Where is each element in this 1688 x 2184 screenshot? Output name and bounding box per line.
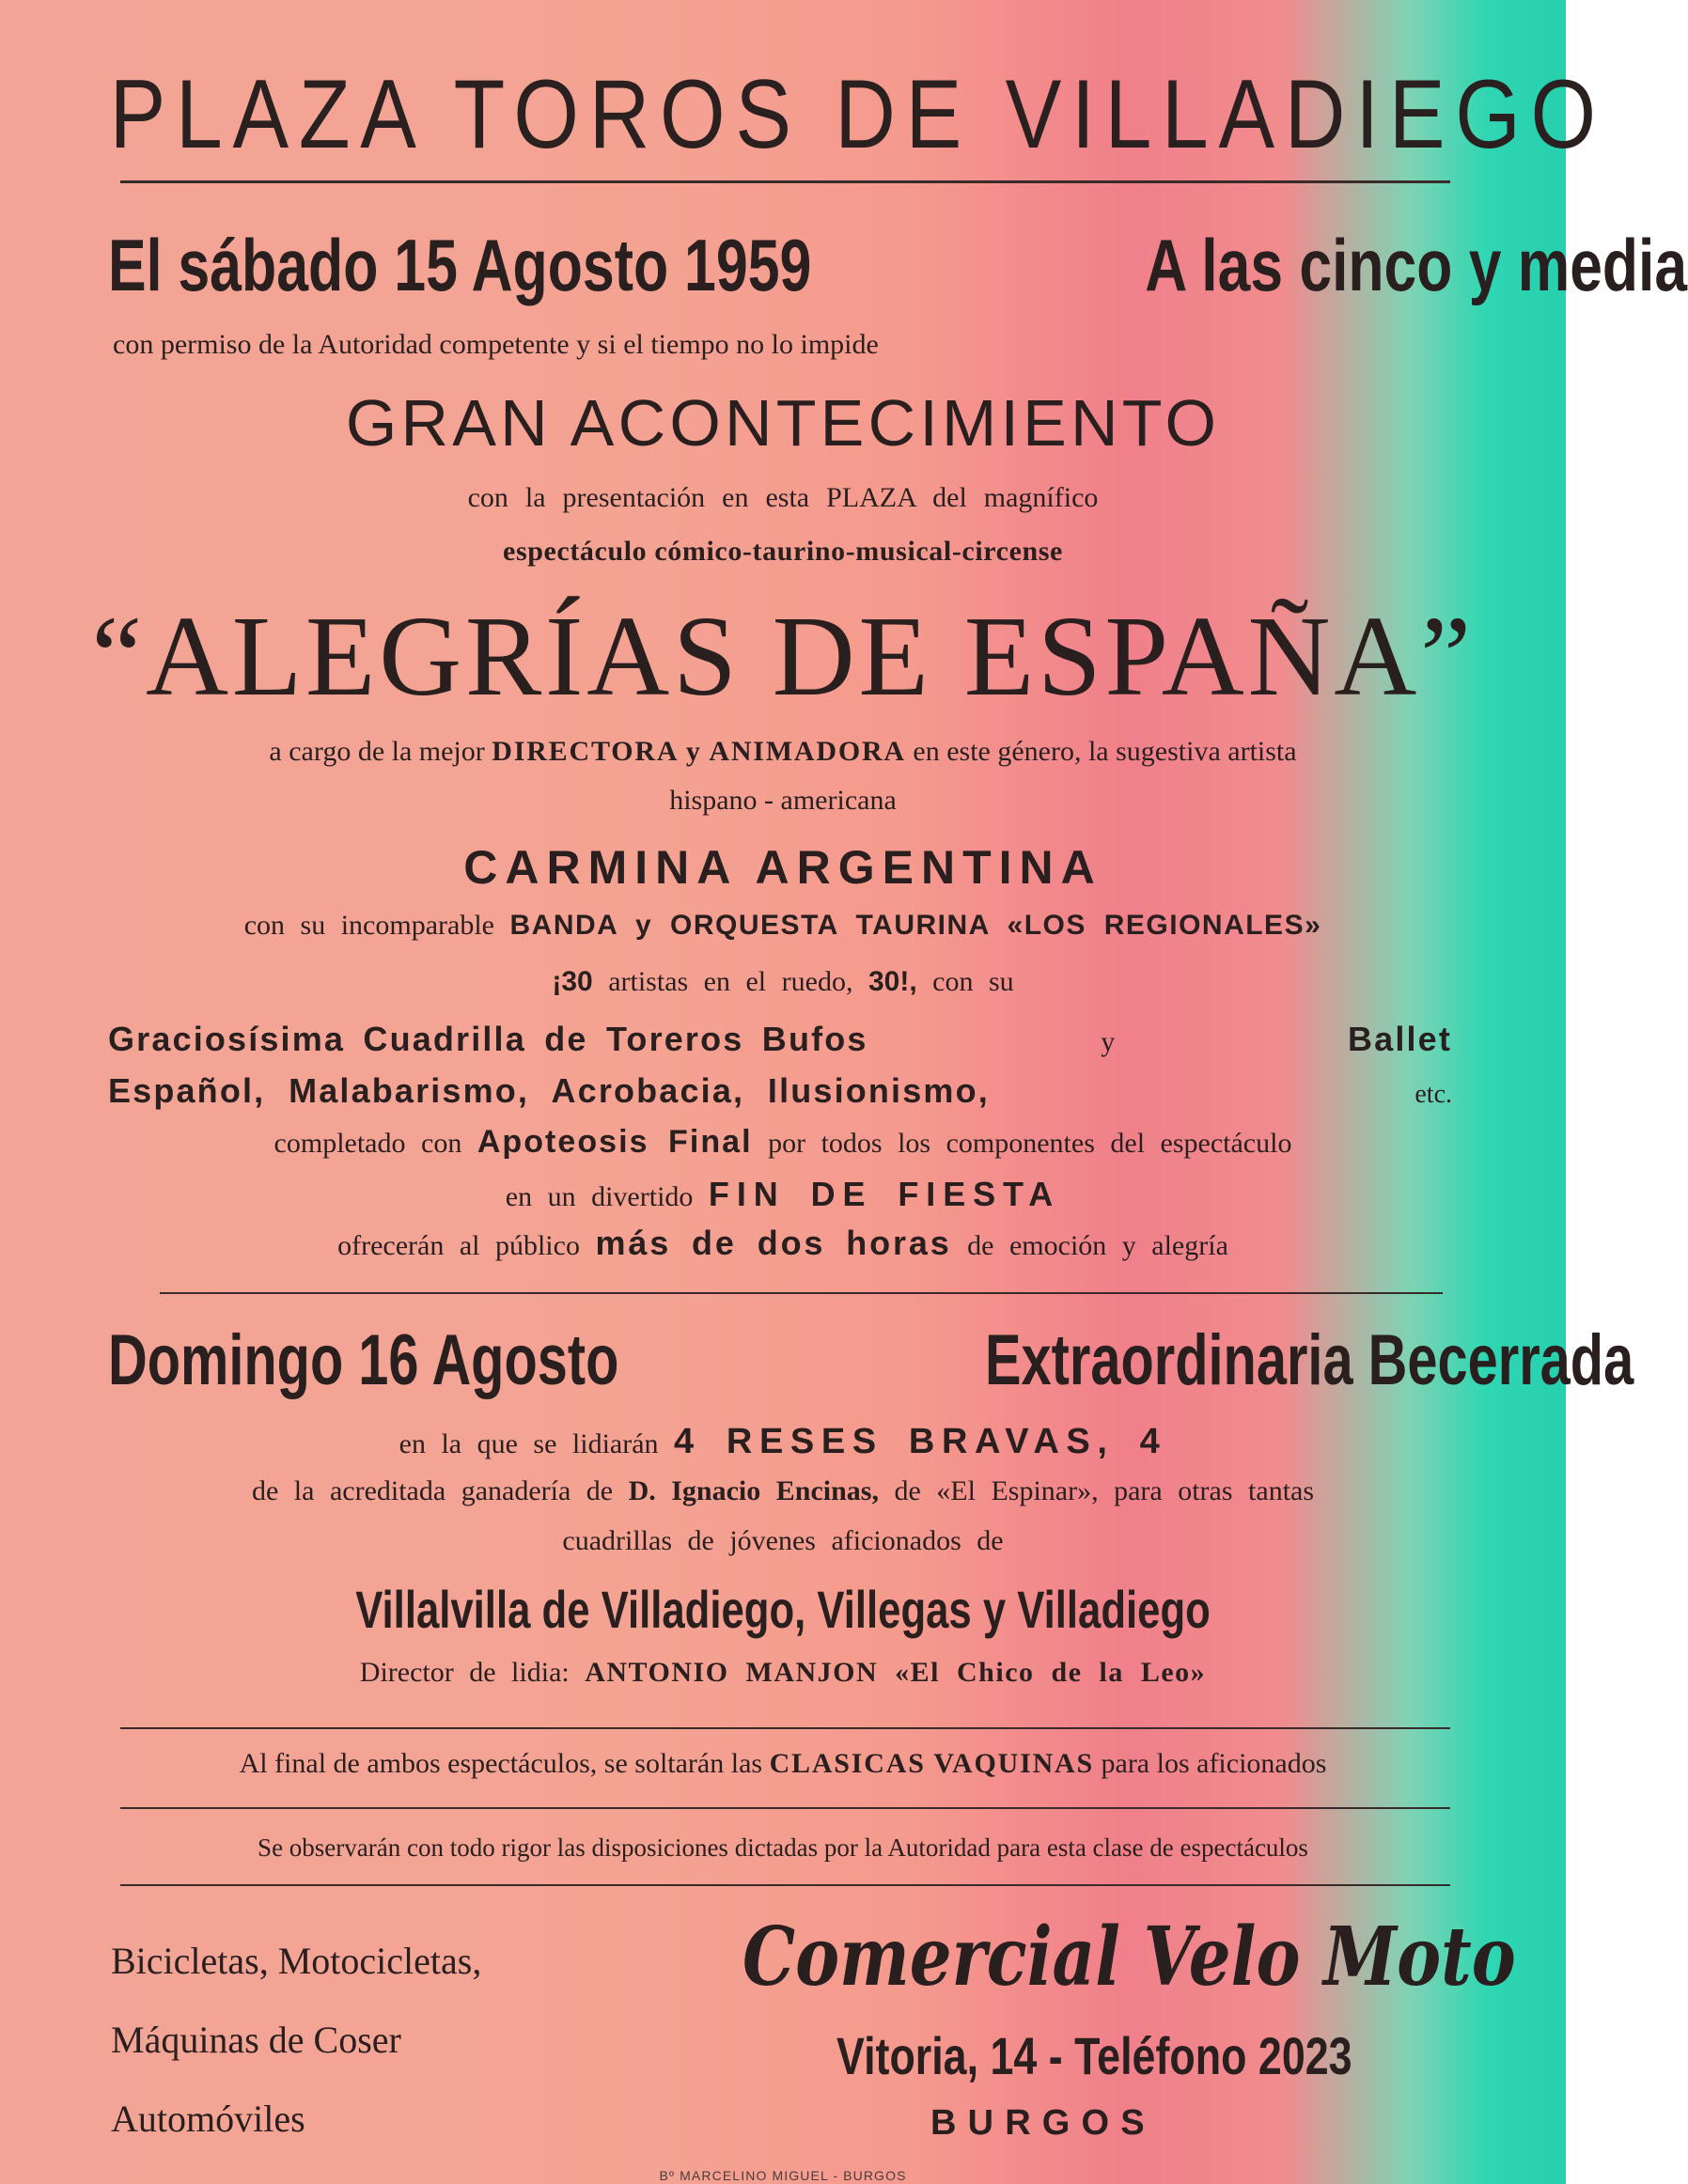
ganaderia-post: de «El Espinar», para otras tantas bbox=[894, 1475, 1315, 1506]
brand-address: Vitoria, 14 - Teléfono 2023 bbox=[836, 2026, 1352, 2085]
genre-text: espectáculo cómico-taurino-musical-circense bbox=[503, 536, 1063, 567]
acts-etc: etc. bbox=[1414, 1080, 1452, 1109]
sunday-event: Extraordinaria Becerrada bbox=[984, 1320, 1634, 1400]
band-pre: con su incomparable bbox=[243, 910, 494, 941]
acts-bold-1: Graciosísima Cuadrilla de Toreros Bufos bbox=[108, 1020, 868, 1058]
final-bold: Apoteosis Final bbox=[477, 1124, 753, 1160]
vaquinas-line bbox=[0, 1750, 1566, 1778]
artists-line bbox=[0, 968, 1566, 996]
ganaderia-bold: D. Ignacio Encinas, bbox=[628, 1475, 879, 1506]
reses-pre: en la que se lidiarán bbox=[399, 1428, 659, 1459]
show-title: “ALEGRÍAS DE ESPAÑA” bbox=[91, 593, 1475, 720]
band-line bbox=[0, 912, 1566, 940]
acts-y: y bbox=[1101, 1026, 1116, 1057]
artists-num-2: 30!, bbox=[867, 966, 917, 997]
acts-bold-3: Español, Malabarismo, Acrobacia, Ilusionismo, bbox=[108, 1071, 990, 1110]
origin-text: hispano - americana bbox=[669, 785, 897, 816]
hours-post: de emoción y alegría bbox=[967, 1230, 1228, 1261]
director-line bbox=[0, 738, 1566, 766]
final-post: por todos los componentes del espectáculo bbox=[768, 1128, 1292, 1159]
section-rule bbox=[160, 1292, 1443, 1294]
brand-city: BURGOS bbox=[930, 2103, 1156, 2143]
lidia-bold: ANTONIO MANJON «El Chico de la Leo» bbox=[585, 1657, 1207, 1688]
rigor-text: Se observarán con todo rigor las disposiciones dictadas por la Autoridad para esta clase de espectáculos bbox=[258, 1833, 1308, 1862]
hours-line bbox=[0, 1226, 1566, 1260]
ganaderia-pre: de la acreditada ganadería de bbox=[251, 1475, 614, 1506]
headline: GRAN ACONTECIMIENTO bbox=[345, 386, 1221, 460]
acts-line-1 bbox=[108, 1022, 1452, 1056]
hours-pre: ofrecerán al público bbox=[337, 1230, 580, 1261]
notes-rule-2 bbox=[120, 1807, 1450, 1809]
vaquinas-post: para los aficionados bbox=[1101, 1748, 1327, 1779]
product-item: Automóviles bbox=[111, 2098, 305, 2140]
artist-name: CARMINA ARGENTINA bbox=[463, 841, 1102, 894]
director-post: en este género, la sugestiva artista bbox=[913, 736, 1297, 767]
fiesta-bold: FIN DE FIESTA bbox=[708, 1175, 1061, 1213]
saturday-date-row bbox=[108, 224, 1688, 306]
band-bold: BANDA y ORQUESTA TAURINA «LOS REGIONALES» bbox=[509, 910, 1322, 941]
ganaderia-line bbox=[0, 1477, 1566, 1505]
lidia-pre: Director de lidia: bbox=[359, 1657, 570, 1688]
product-item: Máquinas de Coser bbox=[111, 2019, 401, 2061]
hours-bold: más de dos horas bbox=[595, 1224, 952, 1262]
permission-text: con permiso de la Autoridad competente y si el tiempo no lo impide bbox=[113, 329, 879, 360]
lidia-line bbox=[0, 1659, 1566, 1687]
poster-title: PLAZA TOROS DE VILLADIEGO bbox=[109, 60, 1606, 169]
reses-line bbox=[0, 1424, 1566, 1459]
artists-mid: artistas en el ruedo, bbox=[608, 966, 853, 997]
imprint-text: Bº MARCELINO MIGUEL - BURGOS bbox=[659, 2168, 907, 2183]
fiesta-pre: en un divertido bbox=[505, 1181, 694, 1212]
saturday-date: El sábado 15 Agosto 1959 bbox=[108, 224, 812, 306]
acts-line-2 bbox=[108, 1071, 1452, 1110]
saturday-time: A las cinco y media bbox=[1145, 224, 1688, 306]
vaquinas-bold: CLASICAS VAQUINAS bbox=[769, 1748, 1094, 1779]
product-item: Bicicletas, Motocicletas, bbox=[111, 1940, 482, 1982]
final-pre: completado con bbox=[274, 1128, 462, 1159]
sunday-date: Domingo 16 Agosto bbox=[108, 1320, 619, 1400]
title-rule bbox=[120, 180, 1450, 183]
director-pre: a cargo de la mejor bbox=[269, 736, 485, 767]
products-list bbox=[111, 1922, 481, 2159]
sunday-date-row bbox=[108, 1320, 1634, 1400]
cuadrillas-text: cuadrillas de jóvenes aficionados de bbox=[562, 1525, 1004, 1556]
reses-bold: 4 RESES BRAVAS, 4 bbox=[674, 1422, 1167, 1461]
notes-rule-3 bbox=[120, 1884, 1450, 1886]
artists-num-1: ¡30 bbox=[552, 966, 593, 997]
fiesta-line bbox=[0, 1175, 1566, 1213]
director-bold: DIRECTORA y ANIMADORA bbox=[492, 736, 906, 767]
brand-name: Comercial Velo Moto bbox=[742, 1910, 1516, 2005]
presentation-text: con la presentación en esta PLAZA del magnífico bbox=[467, 482, 1099, 513]
final-line bbox=[0, 1126, 1566, 1158]
artists-post: con su bbox=[932, 966, 1014, 997]
towns-text: Villalvilla de Villadiego, Villegas y Villadiego bbox=[355, 1580, 1211, 1639]
acts-bold-2: Ballet bbox=[1347, 1020, 1452, 1058]
vaquinas-pre: Al final de ambos espectáculos, se soltarán las bbox=[239, 1748, 763, 1779]
notes-rule-1 bbox=[120, 1727, 1450, 1729]
